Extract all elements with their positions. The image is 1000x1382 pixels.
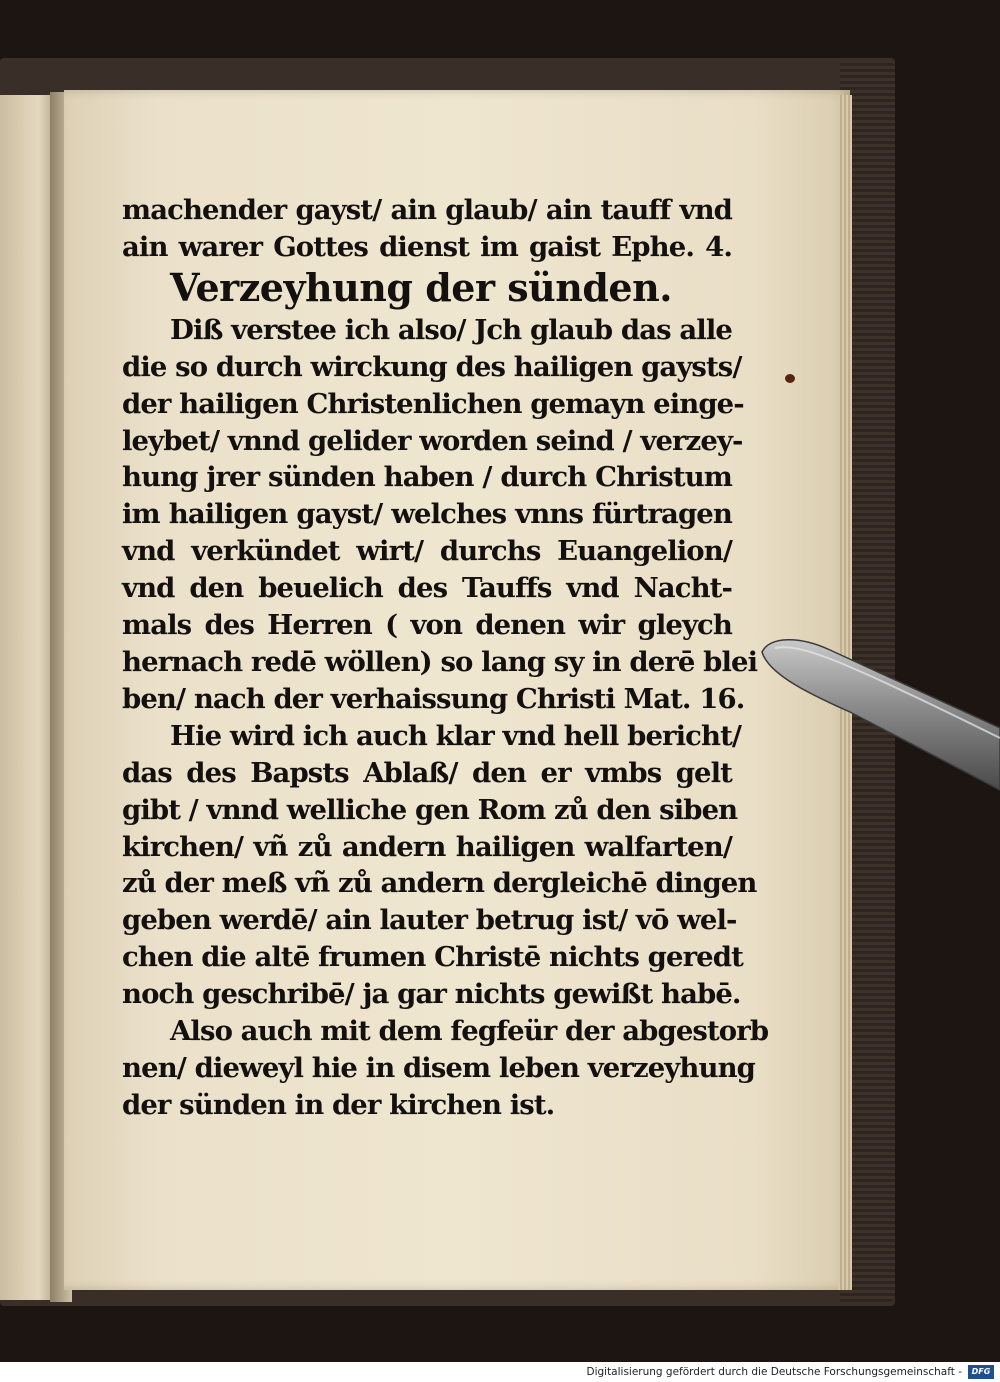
text-line: vnd den beuelich des Tauffs vnd Nacht- [122,572,732,605]
text-line: der sünden in der kirchen ist. [122,1088,555,1121]
page-stack-edge [838,95,852,1290]
text-line: kirchen/ vñ zů andern hailigen walfarten/ [122,830,732,863]
ink-stain [785,374,795,383]
text-line: nen/ dieweyl hie in disem leben verzeyhung [122,1051,755,1084]
section-heading: Verzeyhung der sünden. [170,264,672,310]
text-line: im hailigen gayst/ welches vnns fürtragen [122,498,732,531]
text-line: chen die altē frumen Christē nichts geredt [122,941,743,974]
text-line: hernach redē wöllen) so lang sy in derē blei [122,645,758,678]
text-line: ben/ nach der verhaissung Christi Mat. 16. [122,682,745,715]
text-line: vnd verkündet wirt/ durchs Euangelion/ [122,535,732,568]
text-line: Diß verstee ich also/ Jch glaub das alle [170,313,732,346]
text-line: zů der meß vñ zů andern dergleichē dingen [122,867,757,900]
text-line: noch geschribē/ ja gar nichts gewißt habē. [122,978,741,1011]
text-line: Also auch mit dem fegfeür der abgestorb [170,1015,769,1048]
facing-page-edge [0,95,55,1300]
text-line: machender gayst/ ain glaub/ ain tauff vnd [122,194,732,226]
funding-credit: Digitalisierung gefördert durch die Deutsche Forschungsgemeinschaft - [586,1366,962,1378]
text-line: ain warer Gottes dienst im gaist Ephe. 4. [122,230,732,263]
text-line: geben werdē/ ain lauter betrug ist/ vō wel- [122,904,737,937]
text-line: die so durch wirckung des hailigen gaysts/ [122,350,742,383]
text-line: leybet/ vnnd gelider worden seind / verzey- [122,424,743,457]
dfg-logo: DFG [968,1365,994,1379]
text-line: der hailigen Christenlichen gemayn einge- [122,387,744,420]
text-line: mals des Herren ( von denen wir gleych [122,609,732,642]
text-line: gibt / vnnd welliche gen Rom zů den siben [122,793,738,826]
text-line: Hie wird ich auch klar vnd hell bericht/ [170,719,742,752]
page-text [122,192,769,1124]
text-line: hung jrer sünden haben / durch Christum [122,461,732,494]
text-line: das des Bapsts Ablaß/ den er vmbs gelt [122,756,732,789]
